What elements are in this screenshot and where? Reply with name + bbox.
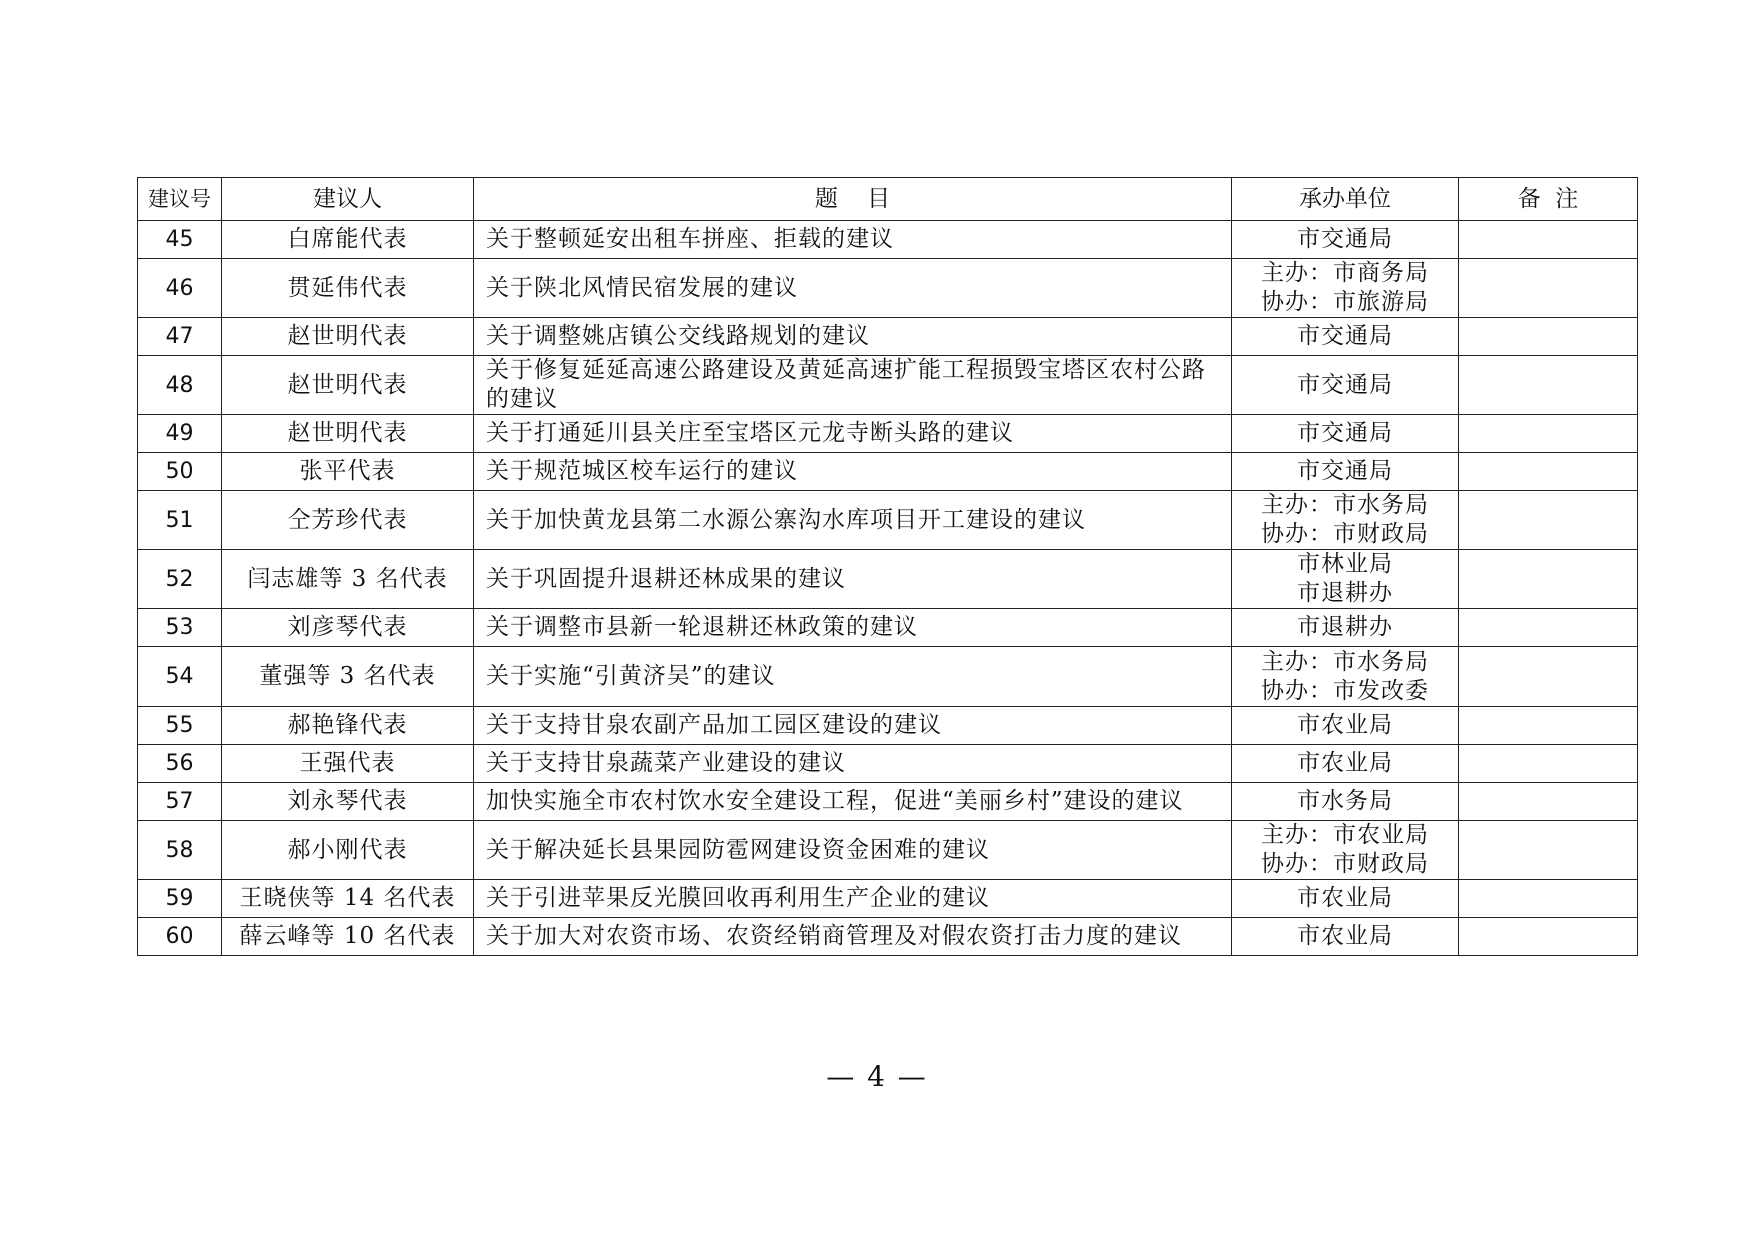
proposer-cell: 仝芳珍代表 [222, 491, 474, 550]
proposal-number-cell: 52 [138, 550, 222, 609]
proposal-number-cell: 59 [138, 880, 222, 918]
handling-unit-cell: 主办：市商务局 协办：市旅游局 [1232, 259, 1459, 318]
proposal-number-cell: 50 [138, 453, 222, 491]
table-row [138, 647, 1638, 707]
proposal-title-cell: 关于巩固提升退耕还林成果的建议 [474, 550, 1232, 609]
proposer-cell: 郝小刚代表 [222, 821, 474, 880]
header-remarks: 备 注 [1459, 178, 1638, 221]
remarks-cell [1459, 783, 1638, 821]
proposal-title-cell: 关于修复延延高速公路建设及黄延高速扩能工程损毁宝塔区农村公路的建议 [474, 356, 1232, 415]
remarks-cell [1459, 415, 1638, 453]
proposer-cell: 赵世明代表 [222, 415, 474, 453]
table-row [138, 221, 1638, 259]
proposer-cell: 赵世明代表 [222, 318, 474, 356]
proposal-title-cell: 关于引进苹果反光膜回收再利用生产企业的建议 [474, 880, 1232, 918]
header-row [138, 178, 1638, 221]
handling-unit-cell: 市交通局 [1232, 221, 1459, 259]
remarks-cell [1459, 918, 1638, 956]
proposal-title-cell: 关于加快黄龙县第二水源公寨沟水库项目开工建设的建议 [474, 491, 1232, 550]
remarks-cell [1459, 550, 1638, 609]
proposer-cell: 郝艳锋代表 [222, 707, 474, 745]
proposal-number-cell: 55 [138, 707, 222, 745]
proposer-cell: 赵世明代表 [222, 356, 474, 415]
handling-unit-cell: 主办：市水务局 协办：市财政局 [1232, 491, 1459, 550]
proposal-title-cell: 关于规范城区校车运行的建议 [474, 453, 1232, 491]
table-row [138, 453, 1638, 491]
proposal-title-cell: 关于打通延川县关庄至宝塔区元龙寺断头路的建议 [474, 415, 1232, 453]
table-row [138, 707, 1638, 745]
proposal-number-cell: 57 [138, 783, 222, 821]
remarks-cell [1459, 609, 1638, 647]
proposer-cell: 白席能代表 [222, 221, 474, 259]
proposal-number-cell: 47 [138, 318, 222, 356]
handling-unit-cell: 主办：市水务局 协办：市发改委 [1232, 647, 1459, 707]
handling-unit-cell: 市交通局 [1232, 318, 1459, 356]
proposal-title-cell: 关于加大对农资市场、农资经销商管理及对假农资打击力度的建议 [474, 918, 1232, 956]
handling-unit-cell: 市农业局 [1232, 918, 1459, 956]
proposal-title-cell: 关于实施“引黄济吴”的建议 [474, 647, 1232, 707]
remarks-cell [1459, 318, 1638, 356]
remarks-cell [1459, 491, 1638, 550]
proposer-cell: 贯延伟代表 [222, 259, 474, 318]
table-row [138, 491, 1638, 550]
proposer-cell: 刘彦琴代表 [222, 609, 474, 647]
table-row [138, 609, 1638, 647]
remarks-cell [1459, 453, 1638, 491]
table-row [138, 356, 1638, 415]
proposer-cell: 张平代表 [222, 453, 474, 491]
table-row [138, 259, 1638, 318]
handling-unit-cell: 市林业局 市退耕办 [1232, 550, 1459, 609]
proposal-title-cell: 关于调整市县新一轮退耕还林政策的建议 [474, 609, 1232, 647]
proposal-number-cell: 56 [138, 745, 222, 783]
proposer-cell: 王强代表 [222, 745, 474, 783]
remarks-cell [1459, 745, 1638, 783]
remarks-cell [1459, 647, 1638, 707]
handling-unit-cell: 主办：市农业局 协办：市财政局 [1232, 821, 1459, 880]
handling-unit-cell: 市水务局 [1232, 783, 1459, 821]
table-row [138, 918, 1638, 956]
remarks-cell [1459, 707, 1638, 745]
header-proposal-number: 建议号 [138, 178, 222, 221]
handling-unit-cell: 市农业局 [1232, 745, 1459, 783]
proposal-number-cell: 58 [138, 821, 222, 880]
handling-unit-cell: 市农业局 [1232, 880, 1459, 918]
handling-unit-cell: 市交通局 [1232, 415, 1459, 453]
handling-unit-cell: 市退耕办 [1232, 609, 1459, 647]
table-row [138, 745, 1638, 783]
table-row [138, 783, 1638, 821]
proposal-title-cell: 关于陕北风情民宿发展的建议 [474, 259, 1232, 318]
handling-unit-cell: 市农业局 [1232, 707, 1459, 745]
header-handling-unit: 承办单位 [1232, 178, 1459, 221]
proposal-number-cell: 46 [138, 259, 222, 318]
proposal-title-cell: 关于调整姚店镇公交线路规划的建议 [474, 318, 1232, 356]
proposer-cell: 王晓侠等 14 名代表 [222, 880, 474, 918]
table-row [138, 880, 1638, 918]
remarks-cell [1459, 821, 1638, 880]
remarks-cell [1459, 356, 1638, 415]
proposal-title-cell: 加快实施全市农村饮水安全建设工程，促进“美丽乡村”建设的建议 [474, 783, 1232, 821]
table-row [138, 550, 1638, 609]
handling-unit-cell: 市交通局 [1232, 453, 1459, 491]
proposal-number-cell: 51 [138, 491, 222, 550]
table-row [138, 821, 1638, 880]
proposer-cell: 刘永琴代表 [222, 783, 474, 821]
header-title: 题 目 [474, 178, 1232, 221]
proposal-number-cell: 60 [138, 918, 222, 956]
proposal-number-cell: 48 [138, 356, 222, 415]
proposal-number-cell: 49 [138, 415, 222, 453]
proposal-number-cell: 45 [138, 221, 222, 259]
header-proposer: 建议人 [222, 178, 474, 221]
table-row [138, 318, 1638, 356]
proposal-title-cell: 关于支持甘泉蔬菜产业建设的建议 [474, 745, 1232, 783]
proposer-cell: 董强等 3 名代表 [222, 647, 474, 707]
proposal-title-cell: 关于解决延长县果园防雹网建设资金困难的建议 [474, 821, 1232, 880]
proposal-title-cell: 关于整顿延安出租车拼座、拒载的建议 [474, 221, 1232, 259]
remarks-cell [1459, 221, 1638, 259]
proposal-table [137, 177, 1638, 956]
remarks-cell [1459, 880, 1638, 918]
proposal-number-cell: 53 [138, 609, 222, 647]
proposal-title-cell: 关于支持甘泉农副产品加工园区建设的建议 [474, 707, 1232, 745]
proposal-number-cell: 54 [138, 647, 222, 707]
table-row [138, 415, 1638, 453]
page-number: — 4 — [826, 1060, 928, 1093]
handling-unit-cell: 市交通局 [1232, 356, 1459, 415]
proposer-cell: 闫志雄等 3 名代表 [222, 550, 474, 609]
remarks-cell [1459, 259, 1638, 318]
proposer-cell: 薛云峰等 10 名代表 [222, 918, 474, 956]
